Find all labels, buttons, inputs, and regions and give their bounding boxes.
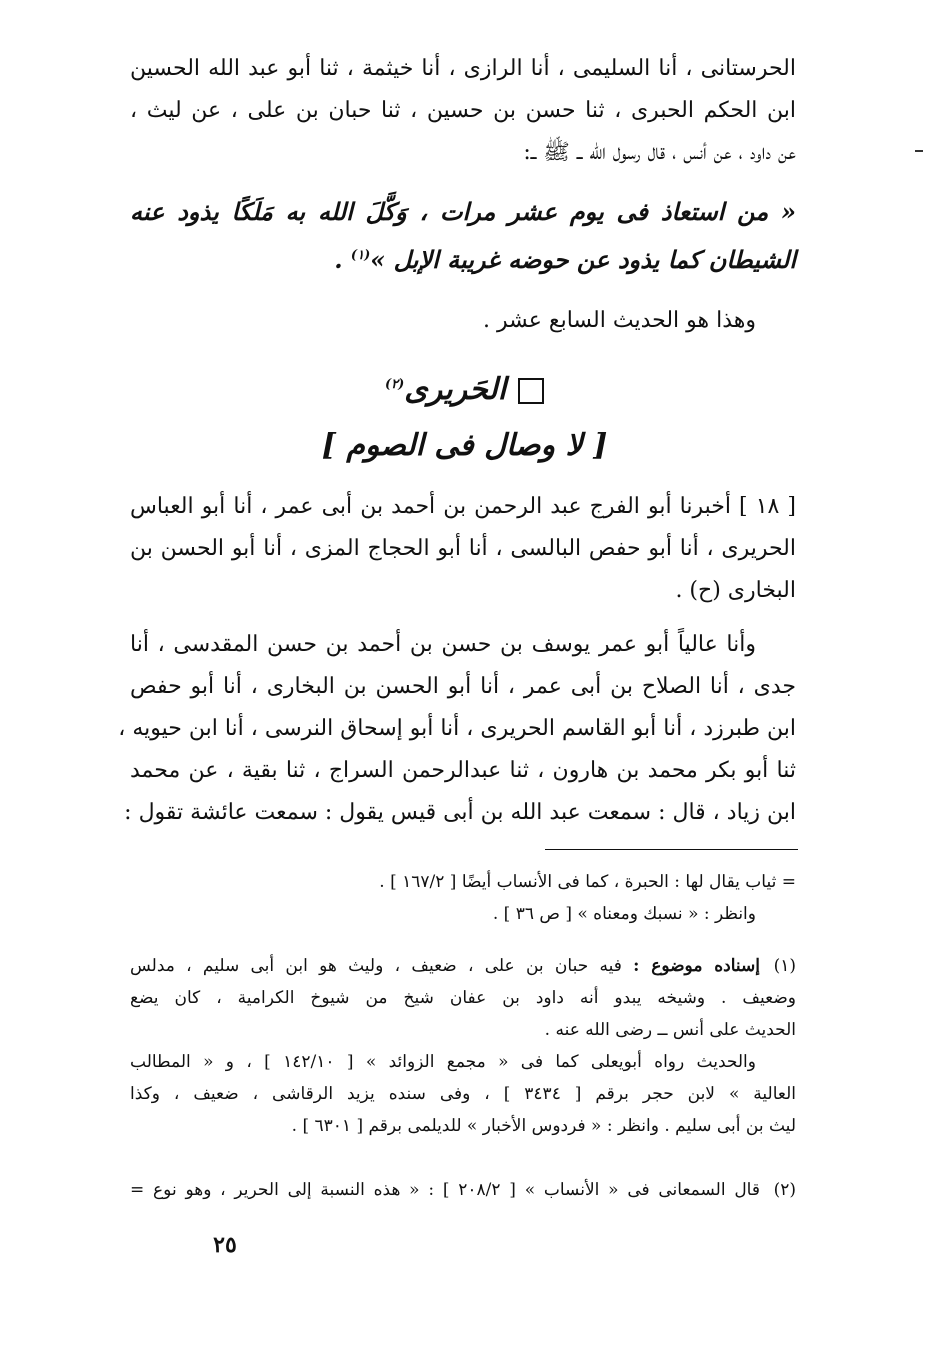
footnote-line: [130, 1174, 796, 1206]
footnote-line: وانظر : « نسبك ومعناه » [ ص ٣٦ ] .: [492, 904, 756, 924]
footnote-text: فيه حبان بن على ، ضعيف ، وليث هو ابن أبى سليم ، مدلس: [130, 956, 634, 976]
text-line: ثنا أبو بكر محمد بن هارون ، ثنا عبدالرحمن السراج ، ثنا بقية ، عن محمد: [130, 758, 796, 783]
footnote-ref: (٢): [384, 377, 405, 392]
heading-author: الحَريرى: [404, 372, 507, 407]
section-heading: [0, 372, 929, 407]
section-subheading: [ لا وصال فى الصوم ]: [321, 428, 608, 463]
quote-text: الشيطان كما يذود عن حوضه غريبة الإبل »: [370, 245, 796, 274]
hadith-quote: [130, 188, 796, 284]
footnote-separator: [545, 849, 798, 850]
margin-mark: [915, 150, 923, 152]
footnote-line: ليث بن أبى سليم . وانظر : « فردوس الأخبار » للديلمى برقم [ ٦٣٠١ ] .: [291, 1116, 796, 1136]
text-line: الحرستانى ، أنا السليمى ، أنا الرازى ، أنا خيثمة ، ثنا أبو عبد الله الحسين: [130, 56, 796, 81]
footnote-number: (٢): [773, 1180, 796, 1200]
closing-sentence: [130, 300, 796, 342]
text-line: وأنا عالياً أبو عمر يوسف بن حسن بن أحمد بن حسن المقدسى ، أنا: [130, 632, 756, 657]
footnote-continuation: [130, 866, 796, 930]
text-line: ابن طبرزد ، أنا أبو القاسم الحريرى ، أنا أبو إسحاق النرسى ، أنا ابن حيويه ،: [118, 716, 796, 741]
text-line: البخارى (ح) .: [675, 578, 796, 603]
text-line: جدى ، أنا الصلاح بن أبى عمر ، أنا أبو الحسن بن البخارى ، أنا أبو حفص: [130, 674, 796, 699]
hadith-18-paragraph: [130, 486, 796, 612]
footnote-line: الحديث على أنس ــ رضى الله عنه .: [544, 1020, 796, 1040]
footnote-label: إسناده موضوع :: [633, 956, 760, 976]
footnote-line: = ثياب يقال لها : الحبرة ، كما فى الأنساب أيضًا [ ١٦٧/٢ ] .: [379, 872, 796, 892]
text-line: ابن الحكم الحبرى ، ثنا حسن بن حسين ، ثنا حبان بن على ، عن ليث ،: [130, 98, 796, 123]
text-line: [ ١٨ ] أخبرنا أبو الفرج عبد الرحمن بن أحمد بن أبى عمر ، أنا أبو العباس: [130, 494, 796, 519]
footnote-ref: (١): [350, 248, 371, 263]
footnote-2: [130, 1174, 796, 1206]
footnote-text: قال السمعانى فى « الأنساب » [ ٢٠٨/٢ ] : « هذه النسبة إلى الحرير ، وهو نوع =: [130, 1180, 760, 1200]
footnote-line: [130, 950, 796, 982]
quote-line: [130, 236, 796, 284]
footnote-line: وضعيف . وشيخه يبدو أنه داود بن عفان شيخ من شيوخ الكرامية ، كان يضع: [130, 988, 796, 1008]
quote-line: « من استعاذ فى يوم عشر مرات ، وَكَّلَ الله به مَلَكًا يذود عنه: [130, 197, 796, 226]
footnote-line: العالية » لابن حجر برقم [ ٣٤٣٤ ] ، وفى سنده يزيد الرقاشى ، ضعيف ، وكذا: [130, 1084, 796, 1104]
alternate-isnad-paragraph: [118, 624, 796, 834]
page-number: ٢٥: [213, 1232, 237, 1258]
text-line: الحريرى ، أنا أبو حفص البالسى ، أنا أبو الحجاج المزى ، أنا أبو الحسن بن: [130, 536, 796, 561]
text-line: عن داود ، عن أنس ، قال رسول الله ــ ﷺ ــ:: [523, 140, 796, 165]
isnad-paragraph: [130, 48, 796, 174]
footnote-number: (١): [773, 956, 796, 976]
text-line: ابن زياد ، قال : سمعت عبد الله بن أبى قيس يقول : سمعت عائشة تقول :: [124, 800, 796, 825]
footnote-1: [130, 950, 796, 1142]
square-icon: [518, 378, 544, 404]
text-line: وهذا هو الحديث السابع عشر .: [483, 308, 756, 333]
footnote-line: والحديث رواه أبويعلى كما فى « مجمع الزوائد » [ ١٤٢/١٠ ] ، و « المطالب: [130, 1052, 756, 1072]
quote-end: .: [334, 245, 351, 274]
